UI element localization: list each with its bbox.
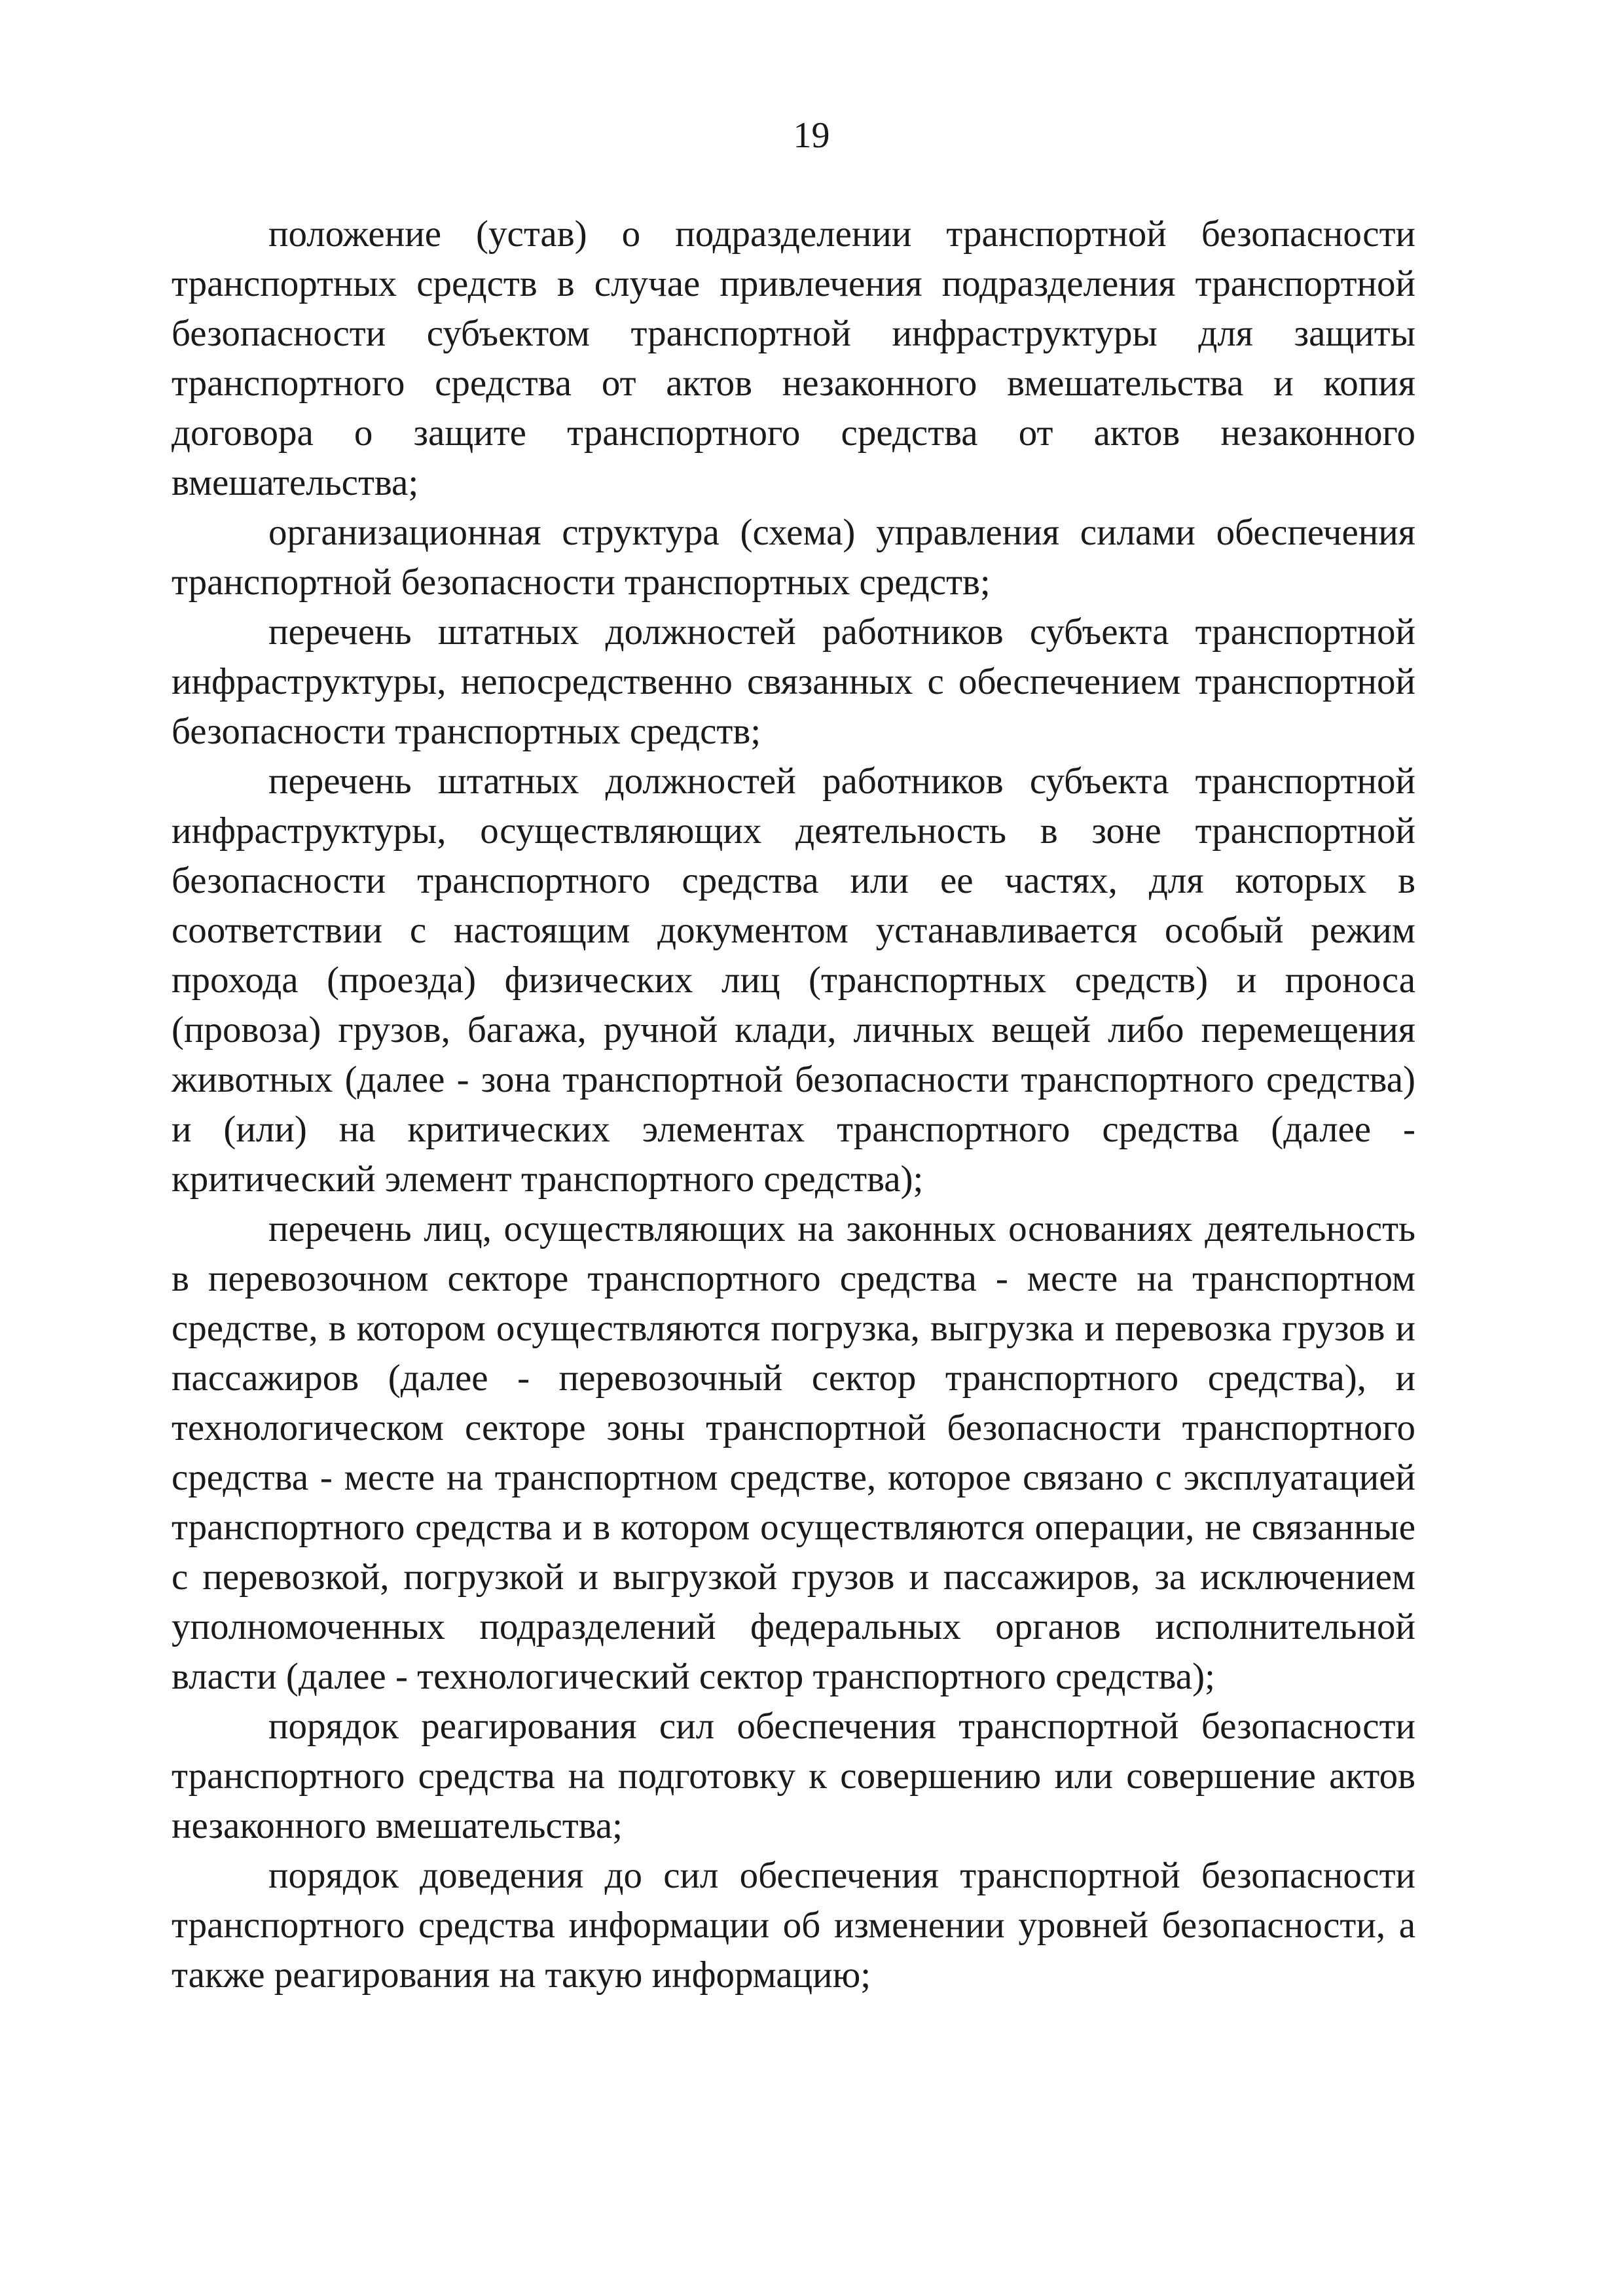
paragraph-4: перечень штатных должностей работников субъекта транспортной инфраструктуры, осуществляющих деятельность в зоне транспортной безопасности транспортного средства или ее частях, для которых в соответствии с настоящим документом устанавливается особый режим прохода (проезда) физических лиц (транспортных средств) и проноса (провоза) грузов, багажа, ручной клади, личных вещей либо перемещения животных (далее - зона транспортной безопасности транспортного средства) и (или) на критических элементах транспортного средства (далее - критический элемент транспортного средства); (172, 761, 1415, 1200)
document-body (172, 209, 1415, 2000)
page-number: 19 (793, 115, 830, 156)
paragraph-2: организационная структура (схема) управления силами обеспечения транспортной безопасности транспортных средств; (172, 512, 1415, 603)
paragraph-3: перечень штатных должностей работников субъекта транспортной инфраструктуры, непосредственно связанных с обеспечением транспортной безопасности транспортных средств; (172, 611, 1415, 752)
paragraph-6: порядок реагирования сил обеспечения транспортной безопасности транспортного средства на подготовку к совершению или совершение актов незаконного вмешательства; (172, 1706, 1415, 1846)
paragraph-1: положение (устав) о подразделении транспортной безопасности транспортных средств в случае привлечения подразделения транспортной безопасности субъектом транспортной инфраструктуры для защиты транспортного средства от актов незаконного вмешательства и копия договора о защите транспортного средства от актов незаконного вмешательства; (172, 213, 1415, 503)
paragraph-7: порядок доведения до сил обеспечения транспортной безопасности транспортного средства информации об изменении уровней безопасности, а также реагирования на такую информацию; (172, 1855, 1415, 1996)
paragraph-5: перечень лиц, осуществляющих на законных основаниях деятельность в перевозочном секторе транспортного средства - месте на транспортном средстве, в котором осуществляются погрузка, выгрузка и перевозка грузов и пассажиров (далее - перевозочный сектор транспортного средства), и технологическом секторе зоны транспортной безопасности транспортного средства - месте на транспортном средстве, которое связано с эксплуатацией транспортного средства и в котором осуществляются операции, не связанные с перевозкой, погрузкой и выгрузкой грузов и пассажиров, за исключением уполномоченных подразделений федеральных органов исполнительной власти (далее - технологический сектор транспортного средства); (172, 1208, 1415, 1697)
